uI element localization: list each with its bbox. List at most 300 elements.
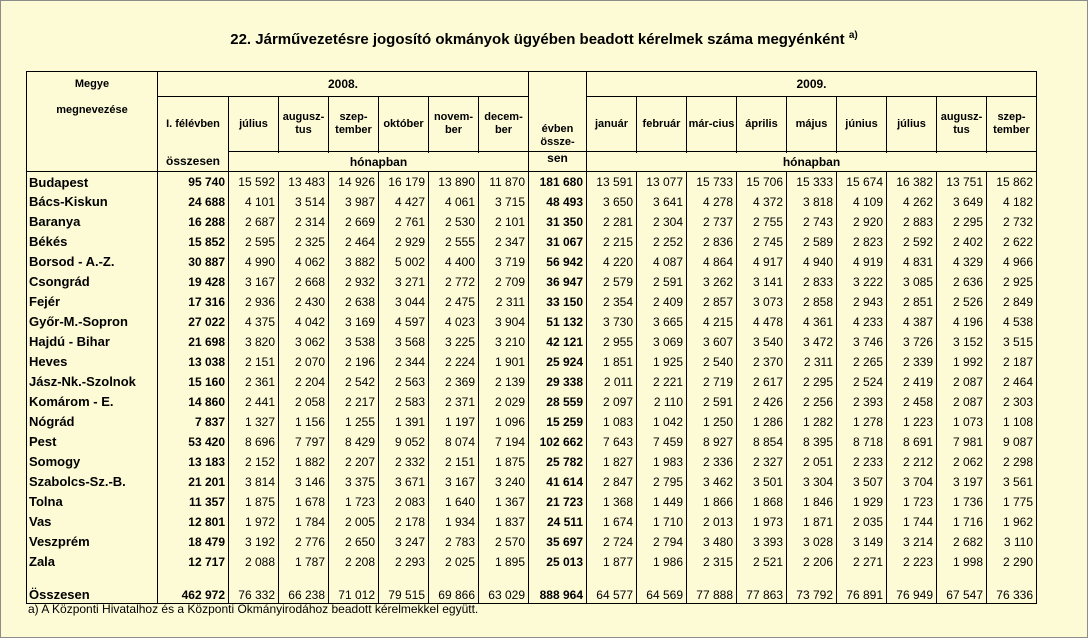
month-value-2009: 1 871 xyxy=(787,512,837,532)
month-value-2008: 71 012 xyxy=(329,572,379,604)
county-name: Komárom - E. xyxy=(27,392,158,412)
month-value-2009: 1 083 xyxy=(587,412,637,432)
month-value-2009: 3 472 xyxy=(787,332,837,352)
month-value-2009: 4 215 xyxy=(687,312,737,332)
month-value-2009: 2 943 xyxy=(837,292,887,312)
month-value-2008: 2 311 xyxy=(479,292,529,312)
month-value-2009: 2 097 xyxy=(587,392,637,412)
month-value-2009: 4 831 xyxy=(887,252,937,272)
month-value-2009: 7 459 xyxy=(637,432,687,452)
month-value-2009: 2 295 xyxy=(787,372,837,392)
year-total: 21 723 xyxy=(529,492,587,512)
header-month-2008-1: július xyxy=(229,97,279,152)
month-value-2008: 2 151 xyxy=(429,452,479,472)
month-value-2009: 3 665 xyxy=(637,312,687,332)
county-name: Veszprém xyxy=(27,532,158,552)
month-value-2009: 2 327 xyxy=(737,452,787,472)
month-value-2008: 1 327 xyxy=(229,412,279,432)
table-row xyxy=(27,512,1037,532)
half-year-total: 21 201 xyxy=(158,472,229,492)
month-value-2008: 4 042 xyxy=(279,312,329,332)
year-total: 42 121 xyxy=(529,332,587,352)
county-name: Somogy xyxy=(27,452,158,472)
month-value-2008: 3 271 xyxy=(379,272,429,292)
month-value-2008: 2 152 xyxy=(229,452,279,472)
county-name: Bács-Kiskun xyxy=(27,192,158,212)
month-value-2009: 77 888 xyxy=(687,572,737,604)
header-month-2009-7: július xyxy=(887,97,937,152)
month-value-2009: 73 792 xyxy=(787,572,837,604)
month-value-2009: 7 643 xyxy=(587,432,637,452)
month-value-2009: 3 222 xyxy=(837,272,887,292)
month-value-2009: 1 723 xyxy=(887,492,937,512)
month-value-2009: 3 501 xyxy=(737,472,787,492)
month-value-2008: 7 194 xyxy=(479,432,529,452)
header-month-2008-4: október xyxy=(379,97,429,152)
month-value-2008: 1 787 xyxy=(279,552,329,572)
table-row xyxy=(27,352,1037,372)
month-value-2009: 15 706 xyxy=(737,172,787,192)
month-value-2009: 77 863 xyxy=(737,572,787,604)
table-row xyxy=(27,452,1037,472)
month-value-2009: 3 730 xyxy=(587,312,637,332)
month-value-2009: 2 849 xyxy=(987,292,1037,312)
table-row xyxy=(27,172,1037,192)
month-value-2009: 2 256 xyxy=(787,392,837,412)
year-total: 25 924 xyxy=(529,352,587,372)
year-total: 31 350 xyxy=(529,212,587,232)
month-value-2008: 1 640 xyxy=(429,492,479,512)
month-value-2009: 2 212 xyxy=(887,452,937,472)
month-value-2008: 2 475 xyxy=(429,292,479,312)
month-value-2009: 2 794 xyxy=(637,532,687,552)
month-value-2009: 2 737 xyxy=(687,212,737,232)
month-value-2008: 3 987 xyxy=(329,192,379,212)
month-value-2009: 1 223 xyxy=(887,412,937,432)
month-value-2008: 2 542 xyxy=(329,372,379,392)
month-value-2009: 4 278 xyxy=(687,192,737,212)
month-value-2009: 1 925 xyxy=(637,352,687,372)
month-value-2009: 1 286 xyxy=(737,412,787,432)
month-value-2008: 2 570 xyxy=(479,532,529,552)
month-value-2009: 64 569 xyxy=(637,572,687,604)
half-year-total: 12 717 xyxy=(158,552,229,572)
month-value-2009: 3 650 xyxy=(587,192,637,212)
total-row xyxy=(27,572,1037,604)
half-year-total: 95 740 xyxy=(158,172,229,192)
month-value-2009: 2 062 xyxy=(937,452,987,472)
month-value-2009: 2 013 xyxy=(687,512,737,532)
month-value-2009: 3 152 xyxy=(937,332,987,352)
month-value-2009: 2 636 xyxy=(937,272,987,292)
month-value-2009: 2 221 xyxy=(637,372,687,392)
half-year-total: 12 801 xyxy=(158,512,229,532)
header-month-2008-6: decem-ber xyxy=(479,97,529,152)
month-value-2008: 2 344 xyxy=(379,352,429,372)
month-value-2009: 4 538 xyxy=(987,312,1037,332)
month-value-2009: 2 682 xyxy=(937,532,987,552)
month-value-2008: 2 029 xyxy=(479,392,529,412)
month-value-2008: 13 890 xyxy=(429,172,479,192)
month-value-2009: 8 691 xyxy=(887,432,937,452)
header-year-2009: 2009. xyxy=(587,72,1037,97)
half-year-total: 16 288 xyxy=(158,212,229,232)
table-row xyxy=(27,192,1037,212)
county-name: Pest xyxy=(27,432,158,452)
month-value-2008: 1 875 xyxy=(479,452,529,472)
table-row xyxy=(27,492,1037,512)
month-value-2009: 4 220 xyxy=(587,252,637,272)
month-value-2008: 2 025 xyxy=(429,552,479,572)
month-value-2009: 15 862 xyxy=(987,172,1037,192)
month-value-2009: 4 196 xyxy=(937,312,987,332)
month-value-2009: 9 087 xyxy=(987,432,1037,452)
month-value-2009: 3 641 xyxy=(637,192,687,212)
month-value-2008: 2 668 xyxy=(279,272,329,292)
year-total: 24 511 xyxy=(529,512,587,532)
month-value-2009: 4 387 xyxy=(887,312,937,332)
county-name: Zala xyxy=(27,552,158,572)
month-value-2009: 1 250 xyxy=(687,412,737,432)
month-value-2009: 2 110 xyxy=(637,392,687,412)
county-name: Heves xyxy=(27,352,158,372)
month-value-2008: 3 719 xyxy=(479,252,529,272)
month-value-2009: 3 393 xyxy=(737,532,787,552)
month-value-2009: 2 393 xyxy=(837,392,887,412)
month-value-2008: 63 029 xyxy=(479,572,529,604)
month-value-2009: 1 998 xyxy=(937,552,987,572)
month-value-2008: 1 096 xyxy=(479,412,529,432)
half-year-total: 15 852 xyxy=(158,232,229,252)
month-value-2008: 2 208 xyxy=(329,552,379,572)
month-value-2009: 1 929 xyxy=(837,492,887,512)
month-value-2009: 2 223 xyxy=(887,552,937,572)
month-value-2009: 2 298 xyxy=(987,452,1037,472)
table-row xyxy=(27,552,1037,572)
month-value-2009: 1 986 xyxy=(637,552,687,572)
month-value-2009: 2 011 xyxy=(587,372,637,392)
month-value-2008: 2 369 xyxy=(429,372,479,392)
county-name: Összesen xyxy=(27,572,158,604)
month-value-2008: 1 723 xyxy=(329,492,379,512)
month-value-2008: 11 870 xyxy=(479,172,529,192)
month-value-2008: 1 156 xyxy=(279,412,329,432)
month-value-2009: 2 524 xyxy=(837,372,887,392)
table-row xyxy=(27,432,1037,452)
month-value-2009: 4 372 xyxy=(737,192,787,212)
month-value-2008: 2 530 xyxy=(429,212,479,232)
month-value-2009: 4 329 xyxy=(937,252,987,272)
county-name: Fejér xyxy=(27,292,158,312)
month-value-2009: 3 746 xyxy=(837,332,887,352)
half-year-total: 11 357 xyxy=(158,492,229,512)
month-value-2009: 3 507 xyxy=(837,472,887,492)
month-value-2009: 2 370 xyxy=(737,352,787,372)
month-value-2008: 4 023 xyxy=(429,312,479,332)
month-value-2008: 79 515 xyxy=(379,572,429,604)
year-total: 41 614 xyxy=(529,472,587,492)
month-value-2008: 2 005 xyxy=(329,512,379,532)
month-value-2008: 2 207 xyxy=(329,452,379,472)
month-value-2008: 1 837 xyxy=(479,512,529,532)
table-row xyxy=(27,392,1037,412)
county-name: Nógrád xyxy=(27,412,158,432)
month-value-2009: 3 262 xyxy=(687,272,737,292)
month-value-2008: 8 429 xyxy=(329,432,379,452)
month-value-2008: 2 325 xyxy=(279,232,329,252)
month-value-2009: 2 051 xyxy=(787,452,837,472)
month-value-2008: 1 972 xyxy=(229,512,279,532)
month-value-2009: 2 589 xyxy=(787,232,837,252)
month-value-2008: 1 901 xyxy=(479,352,529,372)
month-value-2008: 4 400 xyxy=(429,252,479,272)
month-value-2009: 2 354 xyxy=(587,292,637,312)
month-value-2008: 4 990 xyxy=(229,252,279,272)
month-value-2008: 3 240 xyxy=(479,472,529,492)
month-value-2008: 2 196 xyxy=(329,352,379,372)
month-value-2008: 2 101 xyxy=(479,212,529,232)
header-month-2009-2: február xyxy=(637,97,687,152)
month-value-2008: 2 929 xyxy=(379,232,429,252)
month-value-2008: 2 314 xyxy=(279,212,329,232)
county-name: Szabolcs-Sz.-B. xyxy=(27,472,158,492)
month-value-2009: 1 368 xyxy=(587,492,637,512)
month-value-2008: 2 151 xyxy=(229,352,279,372)
month-value-2009: 4 233 xyxy=(837,312,887,332)
year-total: 29 338 xyxy=(529,372,587,392)
month-value-2008: 7 797 xyxy=(279,432,329,452)
month-value-2008: 2 224 xyxy=(429,352,479,372)
month-value-2008: 2 178 xyxy=(379,512,429,532)
year-total: 25 782 xyxy=(529,452,587,472)
month-value-2008: 2 669 xyxy=(329,212,379,232)
month-value-2009: 4 940 xyxy=(787,252,837,272)
month-value-2009: 2 087 xyxy=(937,392,987,412)
table-row xyxy=(27,412,1037,432)
month-value-2009: 2 592 xyxy=(887,232,937,252)
header-month-2008-3: szep-tember xyxy=(329,97,379,152)
month-value-2009: 2 591 xyxy=(637,272,687,292)
month-value-2008: 2 293 xyxy=(379,552,429,572)
year-total: 56 942 xyxy=(529,252,587,272)
month-value-2009: 3 110 xyxy=(987,532,1037,552)
half-year-total: 24 688 xyxy=(158,192,229,212)
month-value-2009: 13 077 xyxy=(637,172,687,192)
month-value-2009: 3 214 xyxy=(887,532,937,552)
year-total: 888 964 xyxy=(529,572,587,604)
header-osszesen: összesen xyxy=(158,152,229,172)
month-value-2009: 2 521 xyxy=(737,552,787,572)
month-value-2009: 4 361 xyxy=(787,312,837,332)
month-value-2008: 4 062 xyxy=(279,252,329,272)
month-value-2008: 2 371 xyxy=(429,392,479,412)
month-value-2009: 8 927 xyxy=(687,432,737,452)
month-value-2009: 4 478 xyxy=(737,312,787,332)
month-value-2009: 3 561 xyxy=(987,472,1037,492)
half-year-total: 14 860 xyxy=(158,392,229,412)
table-row xyxy=(27,472,1037,492)
half-year-total: 462 972 xyxy=(158,572,229,604)
month-value-2009: 2 955 xyxy=(587,332,637,352)
month-value-2008: 1 784 xyxy=(279,512,329,532)
month-value-2008: 2 761 xyxy=(379,212,429,232)
month-value-2009: 3 462 xyxy=(687,472,737,492)
data-table xyxy=(26,71,1037,604)
month-value-2008: 69 866 xyxy=(429,572,479,604)
month-value-2009: 2 426 xyxy=(737,392,787,412)
month-value-2009: 2 823 xyxy=(837,232,887,252)
month-value-2009: 2 526 xyxy=(937,292,987,312)
month-value-2008: 2 058 xyxy=(279,392,329,412)
month-value-2009: 2 233 xyxy=(837,452,887,472)
month-value-2009: 15 674 xyxy=(837,172,887,192)
month-value-2009: 3 649 xyxy=(937,192,987,212)
month-value-2009: 76 891 xyxy=(837,572,887,604)
month-value-2009: 76 336 xyxy=(987,572,1037,604)
month-value-2009: 1 108 xyxy=(987,412,1037,432)
year-total: 36 947 xyxy=(529,272,587,292)
month-value-2009: 2 617 xyxy=(737,372,787,392)
half-year-total: 13 183 xyxy=(158,452,229,472)
month-value-2008: 2 555 xyxy=(429,232,479,252)
month-value-2009: 3 197 xyxy=(937,472,987,492)
table-row xyxy=(27,212,1037,232)
title-footnote-mark: a) xyxy=(848,30,858,41)
header-month-2008-5: novem-ber xyxy=(429,97,479,152)
month-value-2009: 2 265 xyxy=(837,352,887,372)
month-value-2009: 2 035 xyxy=(837,512,887,532)
month-value-2009: 2 215 xyxy=(587,232,637,252)
month-value-2008: 1 875 xyxy=(229,492,279,512)
month-value-2008: 2 583 xyxy=(379,392,429,412)
month-value-2008: 3 247 xyxy=(379,532,429,552)
half-year-total: 53 420 xyxy=(158,432,229,452)
month-value-2009: 8 718 xyxy=(837,432,887,452)
month-value-2009: 2 290 xyxy=(987,552,1037,572)
month-value-2009: 15 733 xyxy=(687,172,737,192)
half-year-total: 17 316 xyxy=(158,292,229,312)
month-value-2008: 3 514 xyxy=(279,192,329,212)
month-value-2009: 3 073 xyxy=(737,292,787,312)
month-value-2008: 3 146 xyxy=(279,472,329,492)
month-value-2009: 2 315 xyxy=(687,552,737,572)
month-value-2009: 2 836 xyxy=(687,232,737,252)
header-month-2009-5: május xyxy=(787,97,837,152)
month-value-2009: 2 540 xyxy=(687,352,737,372)
month-value-2009: 2 339 xyxy=(887,352,937,372)
month-value-2009: 2 743 xyxy=(787,212,837,232)
month-value-2009: 1 674 xyxy=(587,512,637,532)
month-value-2008: 2 430 xyxy=(279,292,329,312)
header-evben: évben össze- xyxy=(529,72,587,152)
month-value-2008: 2 217 xyxy=(329,392,379,412)
month-value-2009: 2 419 xyxy=(887,372,937,392)
month-value-2008: 3 210 xyxy=(479,332,529,352)
county-name: Hajdú - Bihar xyxy=(27,332,158,352)
month-value-2008: 4 101 xyxy=(229,192,279,212)
footnote: a) A Központi Hivatalhoz és a Központi Okmányirodához beadott kérelmekkel együtt. xyxy=(28,602,479,616)
month-value-2009: 2 402 xyxy=(937,232,987,252)
month-value-2009: 1 827 xyxy=(587,452,637,472)
header-month-2008-2: augusz-tus xyxy=(279,97,329,152)
county-name: Győr-M.-Sopron xyxy=(27,312,158,332)
month-value-2008: 14 926 xyxy=(329,172,379,192)
month-value-2009: 2 883 xyxy=(887,212,937,232)
month-value-2008: 2 083 xyxy=(379,492,429,512)
month-value-2008: 3 192 xyxy=(229,532,279,552)
county-name: Békés xyxy=(27,232,158,252)
month-value-2008: 1 367 xyxy=(479,492,529,512)
month-value-2009: 1 775 xyxy=(987,492,1037,512)
month-value-2009: 4 087 xyxy=(637,252,687,272)
month-value-2009: 2 311 xyxy=(787,352,837,372)
month-value-2008: 1 391 xyxy=(379,412,429,432)
year-total: 15 259 xyxy=(529,412,587,432)
month-value-2008: 2 070 xyxy=(279,352,329,372)
month-value-2008: 2 932 xyxy=(329,272,379,292)
title-text: 22. Járművezetésre jogosító okmányok ügyében beadott kérelmek száma megyénként xyxy=(230,31,845,48)
month-value-2008: 2 772 xyxy=(429,272,479,292)
month-value-2009: 1 846 xyxy=(787,492,837,512)
header-month-2009-6: június xyxy=(837,97,887,152)
month-value-2008: 2 332 xyxy=(379,452,429,472)
county-name: Jász-Nk.-Szolnok xyxy=(27,372,158,392)
month-value-2009: 4 917 xyxy=(737,252,787,272)
month-value-2008: 1 678 xyxy=(279,492,329,512)
half-year-total: 7 837 xyxy=(158,412,229,432)
month-value-2009: 3 818 xyxy=(787,192,837,212)
month-value-2008: 8 696 xyxy=(229,432,279,452)
month-value-2008: 1 197 xyxy=(429,412,479,432)
month-value-2009: 2 409 xyxy=(637,292,687,312)
month-value-2008: 2 776 xyxy=(279,532,329,552)
month-value-2009: 2 795 xyxy=(637,472,687,492)
month-value-2009: 2 304 xyxy=(637,212,687,232)
month-value-2009: 8 395 xyxy=(787,432,837,452)
month-value-2009: 2 458 xyxy=(887,392,937,412)
month-value-2008: 4 427 xyxy=(379,192,429,212)
month-value-2009: 4 182 xyxy=(987,192,1037,212)
county-name: Csongrád xyxy=(27,272,158,292)
month-value-2009: 2 925 xyxy=(987,272,1037,292)
month-value-2009: 2 858 xyxy=(787,292,837,312)
month-value-2008: 3 671 xyxy=(379,472,429,492)
table-row xyxy=(27,252,1037,272)
month-value-2009: 2 732 xyxy=(987,212,1037,232)
month-value-2008: 2 595 xyxy=(229,232,279,252)
header-megye: Megye megnevezése xyxy=(27,72,158,172)
month-value-2009: 2 579 xyxy=(587,272,637,292)
month-value-2009: 1 042 xyxy=(637,412,687,432)
year-total: 181 680 xyxy=(529,172,587,192)
month-value-2009: 2 755 xyxy=(737,212,787,232)
month-value-2008: 3 062 xyxy=(279,332,329,352)
month-value-2009: 4 919 xyxy=(837,252,887,272)
month-value-2009: 2 087 xyxy=(937,372,987,392)
month-value-2008: 2 709 xyxy=(479,272,529,292)
month-value-2008: 2 204 xyxy=(279,372,329,392)
month-value-2009: 64 577 xyxy=(587,572,637,604)
month-value-2008: 2 347 xyxy=(479,232,529,252)
header-month-2009-1: január xyxy=(587,97,637,152)
month-value-2009: 1 744 xyxy=(887,512,937,532)
month-value-2008: 15 592 xyxy=(229,172,279,192)
month-value-2009: 1 851 xyxy=(587,352,637,372)
table-row xyxy=(27,312,1037,332)
half-year-total: 19 428 xyxy=(158,272,229,292)
year-total: 28 559 xyxy=(529,392,587,412)
month-value-2009: 67 547 xyxy=(937,572,987,604)
